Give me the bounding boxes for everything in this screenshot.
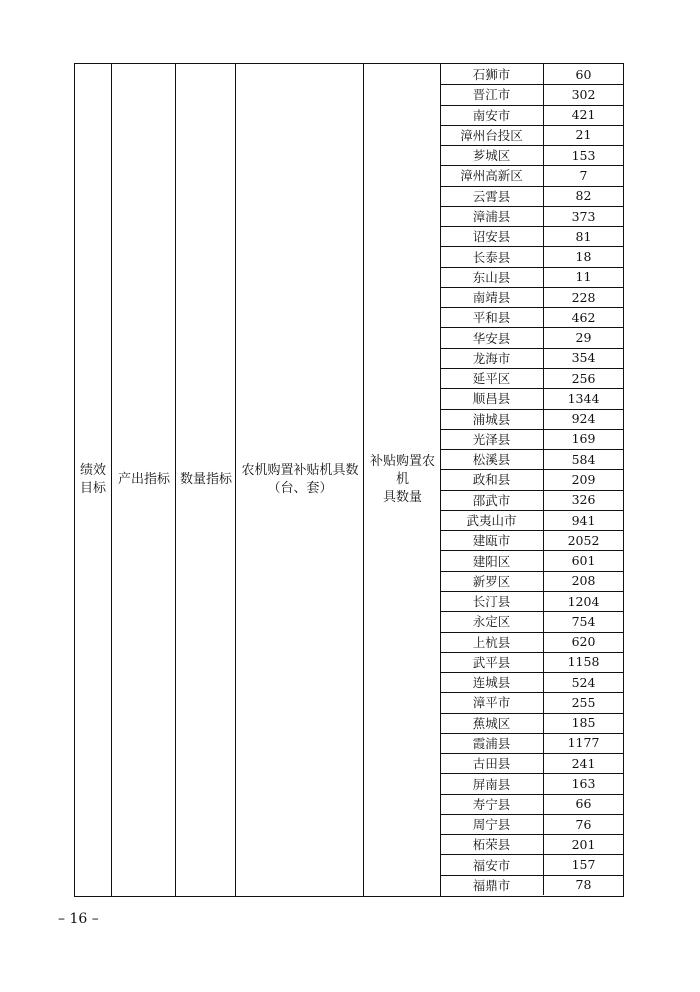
county-name: 霞浦县 (440, 733, 544, 753)
table-row (440, 692, 623, 713)
table-row (440, 713, 623, 734)
table-row (440, 672, 623, 693)
table-row (440, 591, 623, 612)
table-row (440, 84, 623, 105)
county-value: 60 (575, 66, 592, 82)
table-row (440, 530, 623, 551)
county-name: 浦城县 (440, 409, 544, 429)
table-row (440, 490, 623, 511)
table-row (440, 571, 623, 592)
county-name: 寿宁县 (440, 794, 544, 814)
column-output (111, 64, 176, 896)
county-value: 601 (571, 553, 596, 569)
county-value: 2052 (567, 532, 600, 548)
county-name: 光泽县 (440, 429, 544, 449)
county-value: 7 (579, 167, 588, 183)
county-name: 建瓯市 (440, 530, 544, 550)
table-row (440, 165, 623, 186)
table-row (440, 287, 623, 308)
table-row (440, 632, 623, 653)
table-row (440, 550, 623, 571)
county-name: 诏安县 (440, 226, 544, 246)
county-value: 169 (571, 431, 596, 447)
county-name: 东山县 (440, 267, 544, 287)
county-value: 81 (575, 228, 592, 244)
county-name: 柘荣县 (440, 834, 544, 854)
county-name: 武夷山市 (440, 510, 544, 530)
goal-label: 绩效 目标 (79, 463, 106, 496)
county-name: 云霄县 (440, 186, 544, 206)
county-value: 241 (571, 755, 596, 771)
data-table (74, 63, 624, 897)
county-value: 924 (571, 411, 596, 427)
county-value: 228 (571, 289, 596, 305)
county-value: 208 (571, 573, 596, 589)
county-value: 584 (571, 451, 596, 467)
table-row (440, 854, 623, 875)
table-row (440, 773, 623, 794)
column-goal (75, 64, 111, 896)
table-row (440, 794, 623, 815)
county-name: 建阳区 (440, 550, 544, 570)
page-number: – 16 – (58, 911, 99, 927)
subsidy-label: 补贴购置农机 具数量 (369, 454, 435, 505)
county-name: 南靖县 (440, 287, 544, 307)
output-indicator-label: 产出指标 (117, 472, 170, 487)
table-row (440, 246, 623, 267)
table-row (440, 814, 623, 835)
county-value: 255 (571, 694, 596, 710)
county-value: 66 (575, 796, 592, 812)
county-name: 长汀县 (440, 591, 544, 611)
county-value: 29 (575, 330, 592, 346)
table-row (440, 409, 623, 430)
county-value: 1344 (567, 390, 600, 406)
table-row (440, 105, 623, 126)
table-row (440, 429, 623, 450)
county-value: 524 (571, 674, 596, 690)
county-name: 晋江市 (440, 84, 544, 104)
table-row (440, 226, 623, 247)
county-value: 76 (575, 816, 592, 832)
county-value: 462 (571, 309, 596, 325)
county-value: 82 (575, 188, 592, 204)
county-value: 11 (575, 269, 592, 285)
table-row (440, 834, 623, 855)
county-value: 620 (571, 634, 596, 650)
column-subsidy (363, 64, 441, 896)
table-row (440, 145, 623, 166)
county-name: 蕉城区 (440, 713, 544, 733)
county-name: 漳浦县 (440, 206, 544, 226)
county-name: 芗城区 (440, 145, 544, 165)
county-value: 185 (571, 715, 596, 731)
county-name: 龙海市 (440, 348, 544, 368)
table-row (440, 64, 623, 85)
table-row (440, 875, 623, 895)
table-row (440, 611, 623, 632)
county-name: 平和县 (440, 307, 544, 327)
county-value: 421 (571, 107, 596, 123)
table-row (440, 449, 623, 470)
table-row (440, 206, 623, 227)
county-name: 政和县 (440, 469, 544, 489)
county-name: 永定区 (440, 611, 544, 631)
county-value: 754 (571, 613, 596, 629)
county-name: 新罗区 (440, 571, 544, 591)
county-name: 南安市 (440, 105, 544, 125)
county-value: 18 (575, 249, 592, 265)
table-row (440, 267, 623, 288)
table-row (440, 510, 623, 531)
column-quantity (175, 64, 236, 896)
table-row (440, 348, 623, 369)
county-value: 153 (571, 147, 596, 163)
county-name: 延平区 (440, 368, 544, 388)
table-row (440, 733, 623, 754)
county-name: 漳州台投区 (440, 125, 544, 145)
county-name: 顺昌县 (440, 388, 544, 408)
county-value: 78 (575, 877, 592, 893)
table-row (440, 327, 623, 348)
county-value: 373 (571, 208, 596, 224)
county-name: 福鼎市 (440, 875, 544, 895)
table-row (440, 652, 623, 673)
table-row (440, 388, 623, 409)
table-row (440, 368, 623, 389)
county-rows (440, 64, 623, 896)
county-value: 21 (575, 127, 592, 143)
county-name: 长泰县 (440, 246, 544, 266)
county-name: 周宁县 (440, 814, 544, 834)
machine-count-label: 农机购置补贴机具数 （台、套） (241, 463, 359, 496)
county-name: 漳平市 (440, 692, 544, 712)
county-name: 福安市 (440, 854, 544, 874)
county-value: 941 (571, 512, 596, 528)
county-value: 1158 (567, 654, 600, 670)
table-row (440, 753, 623, 774)
county-value: 157 (571, 857, 596, 873)
county-name: 上杭县 (440, 632, 544, 652)
column-machine-count (235, 64, 364, 896)
table-row (440, 125, 623, 146)
county-name: 漳州高新区 (440, 165, 544, 185)
table-row (440, 307, 623, 328)
county-name: 松溪县 (440, 449, 544, 469)
table-row (440, 469, 623, 490)
county-value: 201 (571, 836, 596, 852)
county-name: 连城县 (440, 672, 544, 692)
county-name: 石狮市 (440, 64, 544, 84)
county-value: 1177 (567, 735, 600, 751)
county-value: 209 (571, 471, 596, 487)
county-value: 1204 (567, 593, 600, 609)
table-row (440, 186, 623, 207)
county-value: 326 (571, 492, 596, 508)
county-value: 256 (571, 370, 596, 386)
county-value: 354 (571, 350, 596, 366)
quantity-indicator-label: 数量指标 (179, 472, 232, 487)
county-name: 华安县 (440, 327, 544, 347)
county-name: 邵武市 (440, 490, 544, 510)
county-name: 古田县 (440, 753, 544, 773)
county-value: 302 (571, 86, 596, 102)
county-value: 163 (571, 776, 596, 791)
county-name: 屏南县 (440, 773, 544, 793)
county-name: 武平县 (440, 652, 544, 672)
